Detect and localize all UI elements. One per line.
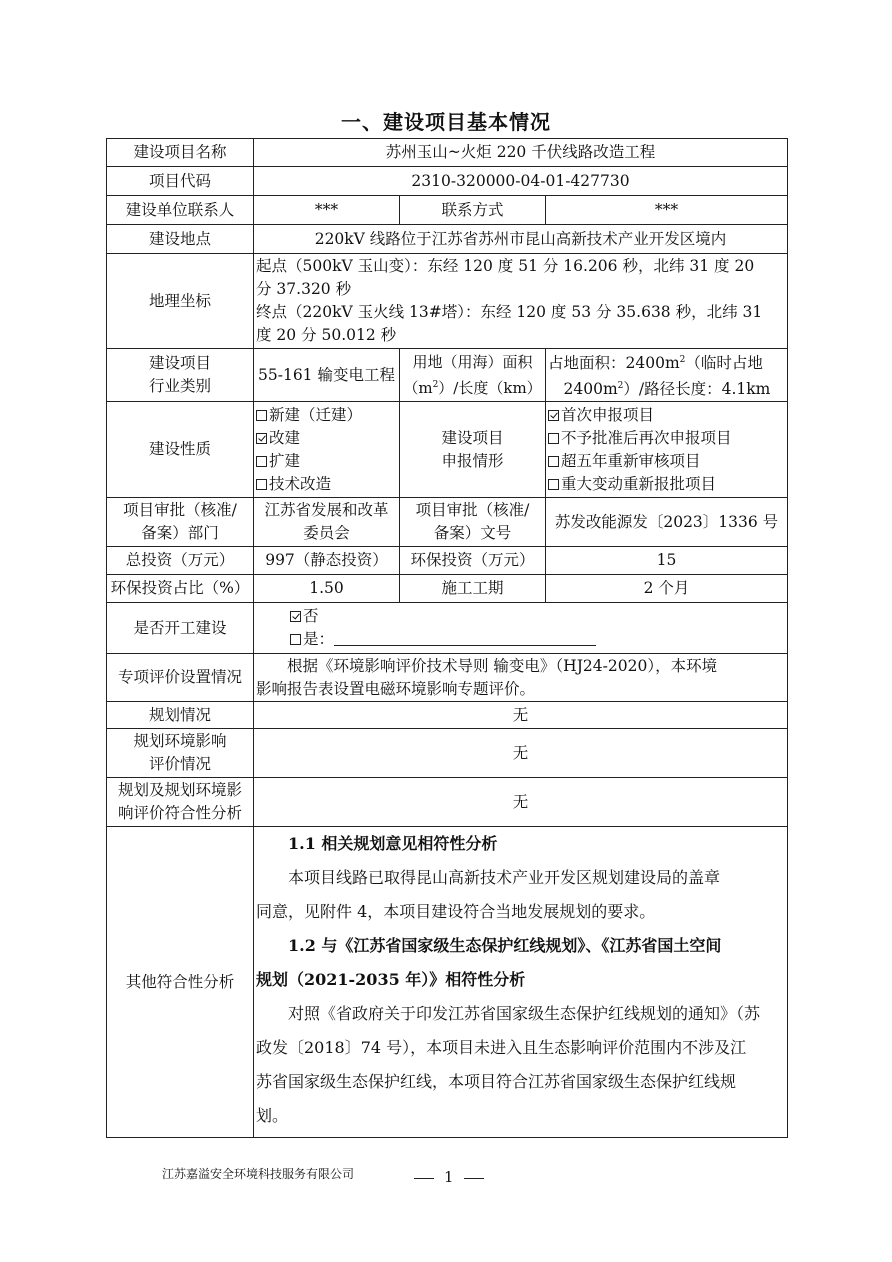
para-2-line-1: 对照《省政府关于印发江苏省国家级生态保护红线规划的通知》（苏 <box>288 1004 761 1024</box>
option-new[interactable]: 新建（迁建） <box>256 404 397 427</box>
checkbox-icon[interactable] <box>548 479 559 490</box>
checkbox-icon[interactable] <box>256 456 267 467</box>
row-investment <box>107 547 788 575</box>
section-heading-1-1: 1.1 相关规划意见相符性分析 <box>288 834 498 854</box>
option-first[interactable]: 首次申报项目 <box>548 404 785 427</box>
row-project-code <box>107 167 788 196</box>
para-1-line-2: 同意，见附件 4，本项目建设符合当地发展规划的要求。 <box>256 902 656 922</box>
value-investment: 997（静态投资） <box>254 547 400 575</box>
value-project-code: 2310-320000-04-01-427730 <box>254 167 788 196</box>
row-nature <box>107 402 788 498</box>
page-number <box>404 1168 494 1186</box>
label-approval-doc-line-1: 项目审批（核准/ <box>415 501 530 520</box>
value-approval-dept-line-1: 江苏省发展和改革 <box>264 501 389 520</box>
blank-line <box>334 631 596 646</box>
label-approval-doc <box>400 498 546 547</box>
option-started[interactable]: 是： <box>290 628 785 651</box>
label-env-investment: 环保投资（万元） <box>400 547 546 575</box>
section-heading-1-2b: 规划（2021-2035 年）》相符性分析 <box>256 970 526 990</box>
row-coords <box>107 254 788 349</box>
coords-line-4: 度 20 分 50.012 秒 <box>256 326 397 344</box>
report-options <box>546 402 788 498</box>
option-not-started[interactable]: 否 <box>290 605 785 628</box>
value-approval-dept-line-2: 委员会 <box>303 524 350 543</box>
nature-options <box>254 402 400 498</box>
option-rebuild[interactable]: 改建 <box>256 427 397 450</box>
option-expand[interactable]: 扩建 <box>256 450 397 473</box>
value-period: 2 个月 <box>546 575 788 603</box>
value-location: 220kV 线路位于江苏省苏州市昆山高新技术产业开发区境内 <box>254 225 788 254</box>
label-nature: 建设性质 <box>107 402 254 498</box>
row-location <box>107 225 788 254</box>
label-area <box>400 349 546 402</box>
row-ratio <box>107 575 788 603</box>
label-report-line-1: 建设项目 <box>441 428 504 447</box>
label-report <box>400 402 546 498</box>
value-approval-doc: 苏发改能源发〔2023〕1336 号 <box>546 498 788 547</box>
checkbox-checked-icon[interactable] <box>256 433 267 444</box>
checkbox-icon[interactable] <box>548 433 559 444</box>
special-line-2: 影响报告表设置电磁环境影响专题评价。 <box>256 679 536 698</box>
option-tech[interactable]: 技术改造 <box>256 473 397 496</box>
label-started: 是否开工建设 <box>107 603 254 654</box>
dash-right <box>464 1178 484 1179</box>
para-1-line-1: 本项目线路已取得昆山高新技术产业开发区规划建设局的盖章 <box>288 868 721 888</box>
label-contact: 建设单位联系人 <box>107 196 254 225</box>
checkbox-checked-icon[interactable] <box>290 611 301 622</box>
label-special: 专项评价设置情况 <box>107 654 254 702</box>
label-category-line-2: 行业类别 <box>148 377 211 396</box>
value-area-line-2: $2400m^2)/$路径长度：4.1km <box>563 380 771 399</box>
value-category: 55-161 输变电工程 <box>254 349 400 402</box>
coords-line-3: 终点（220kV 玉火线 13#塔）：东经 120 度 53 分 35.638 秒，北纬 31 <box>256 303 763 321</box>
coords-line-1: 起点（500kV 玉山变）：东经 120 度 51 分 16.206 秒，北纬 31 度 20 <box>256 257 755 275</box>
para-2-line-4: 划。 <box>256 1106 289 1126</box>
label-planning-env <box>107 729 254 778</box>
value-project-name: 苏州玉山~火炬 220 千伏线路改造工程 <box>254 139 788 167</box>
dash-left <box>414 1178 434 1179</box>
row-planning-env <box>107 729 788 778</box>
value-area <box>546 349 788 402</box>
row-other <box>107 827 788 1138</box>
label-investment: 总投资（万元） <box>107 547 254 575</box>
option-major-change[interactable]: 重大变动重新报批项目 <box>548 473 785 496</box>
para-2-line-3: 苏省国家级生态保护红线，本项目符合江苏省国家级生态保护红线规 <box>256 1072 737 1092</box>
checkbox-icon[interactable] <box>548 456 559 467</box>
label-planning-env-line-2: 评价情况 <box>148 755 211 774</box>
row-approval <box>107 498 788 547</box>
page-title: 一、建设项目基本情况 <box>341 110 551 134</box>
label-category <box>107 349 254 402</box>
value-area-line-1: 占地面积：$2400m^2$（临时占地 <box>548 354 763 373</box>
label-contact-method: 联系方式 <box>400 196 546 225</box>
value-ratio: 1.50 <box>254 575 400 603</box>
label-project-code: 项目代码 <box>107 167 254 196</box>
label-approval-dept <box>107 498 254 547</box>
coords-line-2: 分 37.320 秒 <box>256 280 352 298</box>
project-info-table <box>106 138 788 1138</box>
row-started <box>107 603 788 654</box>
label-report-line-2: 申报情形 <box>441 451 504 470</box>
checkbox-icon[interactable] <box>256 479 267 490</box>
value-started <box>254 603 788 654</box>
label-approval-doc-line-2: 备案）文号 <box>433 524 512 543</box>
value-other <box>254 827 788 1138</box>
value-planning-conform: 无 <box>254 778 788 827</box>
row-planning-conform <box>107 778 788 827</box>
label-planning-env-line-1: 规划环境影响 <box>133 732 227 751</box>
label-planning-conform-line-2: 响评价符合性分析 <box>117 804 242 823</box>
row-category <box>107 349 788 402</box>
checkbox-checked-icon[interactable] <box>548 410 559 421</box>
value-contact: *** <box>254 196 400 225</box>
checkbox-icon[interactable] <box>290 634 301 645</box>
label-area-line-2: $(m^2)/$长度（km） <box>403 378 542 397</box>
label-approval-dept-line-1: 项目审批（核准/ <box>123 501 237 520</box>
label-project-name: 建设项目名称 <box>107 139 254 167</box>
option-five-years[interactable]: 超五年重新审核项目 <box>548 450 785 473</box>
label-approval-dept-line-2: 备案）部门 <box>141 524 219 543</box>
value-env-investment: 15 <box>546 547 788 575</box>
label-location: 建设地点 <box>107 225 254 254</box>
label-coords: 地理坐标 <box>107 254 254 349</box>
checkbox-icon[interactable] <box>256 410 267 421</box>
label-area-line-1: 用地（用海）面积 <box>412 352 533 371</box>
section-heading-1-2a: 1.2 与《江苏省国家级生态保护红线规划》、《江苏省国土空间 <box>288 936 722 956</box>
value-approval-dept <box>254 498 400 547</box>
para-2-line-2: 政发〔2018〕74 号），本项目未进入且生态影响评价范围内不涉及江 <box>256 1038 747 1058</box>
row-project-name <box>107 139 788 167</box>
row-contact <box>107 196 788 225</box>
value-special <box>254 654 788 702</box>
label-ratio: 环保投资占比（%） <box>107 575 254 603</box>
option-resubmit[interactable]: 不予批准后再次申报项目 <box>548 427 785 450</box>
label-planning-conform-line-1: 规划及规划环境影 <box>117 781 242 800</box>
label-category-line-1: 建设项目 <box>148 354 211 373</box>
label-planning-conform <box>107 778 254 827</box>
value-contact-method: *** <box>546 196 788 225</box>
label-planning: 规划情况 <box>107 702 254 729</box>
row-special <box>107 654 788 702</box>
value-planning: 无 <box>254 702 788 729</box>
page-number-value: 1 <box>444 1168 454 1186</box>
row-planning <box>107 702 788 729</box>
special-line-1: 根据《环境影响评价技术导则 输变电》（HJ24-2020），本环境 <box>287 656 718 675</box>
value-coords <box>254 254 788 349</box>
label-period: 施工工期 <box>400 575 546 603</box>
footer-company: 江苏嘉溢安全环境科技服务有限公司 <box>162 1167 355 1181</box>
value-planning-env: 无 <box>254 729 788 778</box>
label-other: 其他符合性分析 <box>107 827 254 1138</box>
